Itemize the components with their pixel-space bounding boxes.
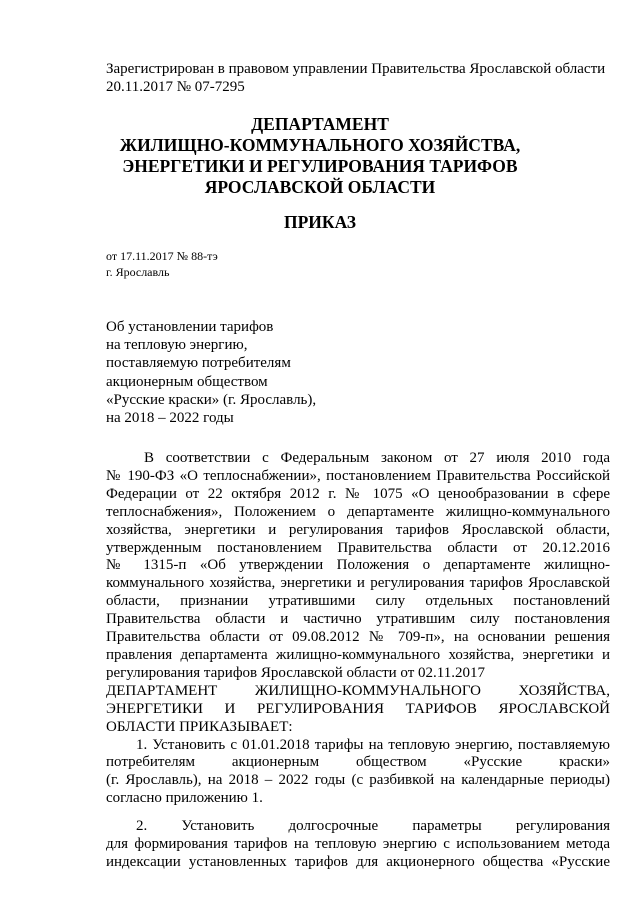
body-line: № 190-ФЗ «О теплоснабжении», постановлением Правительства Российской	[106, 467, 610, 484]
body-line: утвержденным постановлением Правительства области от 20.12.2016	[106, 539, 610, 556]
department-line-3: ЭНЕРГЕТИКИ И РЕГУЛИРОВАНИЯ ТАРИФОВ	[122, 156, 518, 176]
body-line: коммунального хозяйства, энергетики и регулирования тарифов Ярославской	[106, 575, 610, 592]
department-line-1: ДЕПАРТАМЕНТ	[251, 114, 389, 134]
body-line: Правительства области от 09.08.2012 № 709-п», на основании решения	[106, 629, 610, 646]
registration-note	[106, 60, 605, 96]
body-line: правления департамента жилищно-коммунального хозяйства, энергетики и	[106, 646, 610, 663]
order-city: г. Ярославль	[106, 265, 170, 279]
subject-line: акционерным обществом	[106, 373, 268, 390]
registration-line-2: 20.11.2017 № 07-7295	[106, 79, 245, 95]
body-line: ДЕПАРТАМЕНТ ЖИЛИЩНО-КОММУНАЛЬНОГО ХОЗЯЙСТВА,	[106, 682, 610, 699]
body-line: теплоснабжения», Положением о департаменте жилищно-коммунального	[106, 503, 610, 520]
subject-line: «Русские краски» (г. Ярославль),	[106, 391, 317, 408]
order-body	[106, 450, 610, 872]
body-line: 2. Установить долгосрочные параметры регулирования	[136, 818, 610, 835]
body-line: согласно приложению 1.	[106, 790, 263, 807]
body-line: В соответствии с Федеральным законом от 27 июля 2010 года	[144, 450, 610, 466]
order-date-number: от 17.11.2017 № 88-тэ	[106, 249, 218, 263]
order-title: ПРИКАЗ	[283, 212, 357, 232]
body-line: Федерации от 22 октября 2012 г. № 1075 «О ценообразовании в сфере	[106, 485, 610, 502]
body-line: (г. Ярославль), на 2018 – 2022 годы (с разбивкой на календарные периоды)	[106, 772, 610, 789]
body-line: 1. Установить с 01.01.2018 тарифы на тепловую энергию, поставляемую	[136, 736, 610, 753]
subject-line: на 2018 – 2022 годы	[106, 410, 234, 427]
body-line: ОБЛАСТИ ПРИКАЗЫВАЕТ:	[106, 718, 293, 735]
subject-line: Об установлении тарифов	[106, 319, 274, 335]
subject-line: поставляемую потребителям	[106, 355, 291, 372]
department-line-2: ЖИЛИЩНО-КОММУНАЛЬНОГО ХОЗЯЙСТВА,	[119, 135, 521, 155]
body-line: ЭНЕРГЕТИКИ И РЕГУЛИРОВАНИЯ ТАРИФОВ ЯРОСЛАВСКОЙ	[106, 700, 610, 717]
department-header	[0, 114, 640, 198]
body-line: для формирования тарифов на тепловую энергию с использованием метода	[106, 836, 610, 853]
subject-line: на тепловую энергию,	[106, 337, 248, 354]
department-line-4: ЯРОСЛАВСКОЙ ОБЛАСТИ	[204, 177, 436, 197]
registration-line-1: Зарегистрирован в правовом управлении Правительства Ярославской области	[106, 61, 606, 77]
body-line: Правительства области и частично утратившим силу постановления	[106, 611, 610, 628]
body-line: потребителям акционерным обществом «Русские краски»	[106, 754, 610, 771]
order-subject	[106, 318, 316, 427]
order-meta	[106, 248, 218, 280]
body-line: № 1315-п «Об утверждении Положения о департаменте жилищно-	[106, 557, 610, 574]
body-line: индексации установленных тарифов для акционерного общества «Русские	[106, 853, 610, 870]
body-line: хозяйства, энергетики и регулирования тарифов Ярославской области,	[106, 521, 610, 538]
body-line: регулирования тарифов Ярославской области от 02.11.2017	[106, 664, 485, 681]
body-line: области, признании утратившими силу отдельных постановлений	[106, 593, 610, 610]
